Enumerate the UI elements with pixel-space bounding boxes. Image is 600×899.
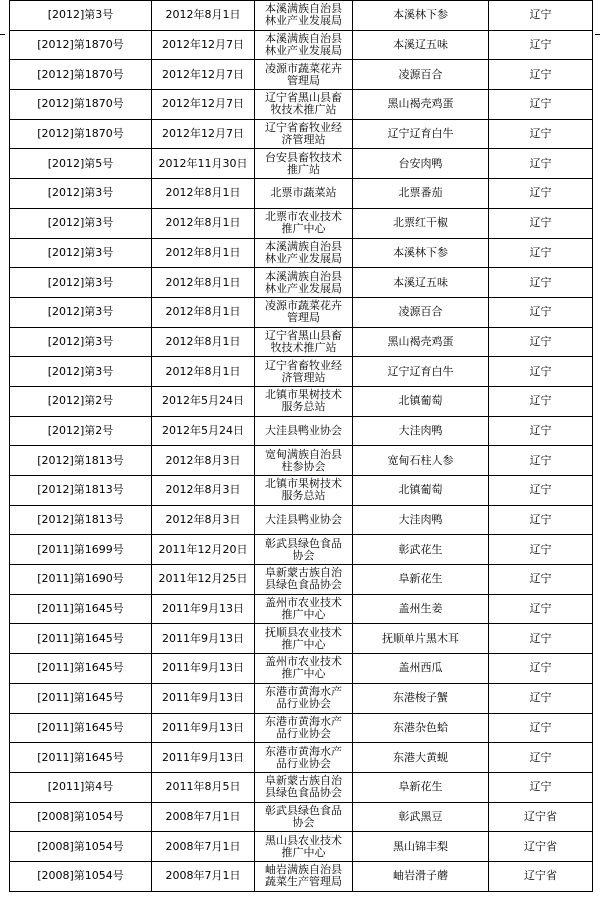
region-cell: 辽宁 — [489, 149, 593, 179]
product-name-cell: 阜新花生 — [353, 565, 489, 595]
date-cell: 2012年12月7日 — [152, 60, 255, 90]
product-name-cell: 岫岩滑子蘑 — [353, 861, 489, 891]
applicant-cell: 本溪满族自治县林业产业发展局 — [255, 238, 353, 268]
date-cell: 2012年8月1日 — [152, 357, 255, 387]
applicant-cell: 东港市黄海水产品行业协会 — [255, 743, 353, 773]
date-cell: 2012年5月24日 — [152, 386, 255, 416]
date-cell: 2011年9月13日 — [152, 624, 255, 654]
applicant-cell: 台安县畜牧技术推广站 — [255, 149, 353, 179]
date-cell: 2012年8月3日 — [152, 476, 255, 506]
applicant-cell: 彰武县绿色食品协会 — [255, 535, 353, 565]
product-name-cell: 本溪林下参 — [353, 1, 489, 31]
date-cell: 2011年9月13日 — [152, 654, 255, 684]
applicant-cell: 盖州市农业技术推广中心 — [255, 654, 353, 684]
table-row — [10, 535, 593, 565]
announcement-number-cell: [2011]第1645号 — [10, 654, 152, 684]
announcement-number-cell: [2011]第1645号 — [10, 594, 152, 624]
product-name-cell: 凌源百合 — [353, 297, 489, 327]
region-cell: 辽宁 — [489, 179, 593, 209]
date-cell: 2012年8月1日 — [152, 297, 255, 327]
announcement-number-cell: [2012]第3号 — [10, 297, 152, 327]
table-row — [10, 654, 593, 684]
region-cell: 辽宁 — [489, 90, 593, 120]
applicant-cell: 北票市蔬菜站 — [255, 179, 353, 209]
table-row — [10, 505, 593, 535]
table-row — [10, 268, 593, 298]
region-cell: 辽宁 — [489, 654, 593, 684]
table-body — [10, 1, 593, 892]
product-name-cell: 黑山锦丰梨 — [353, 832, 489, 862]
date-cell: 2011年9月13日 — [152, 683, 255, 713]
announcement-number-cell: [2011]第4号 — [10, 772, 152, 802]
date-cell: 2011年9月13日 — [152, 713, 255, 743]
announcement-number-cell: [2011]第1699号 — [10, 535, 152, 565]
date-cell: 2012年12月7日 — [152, 90, 255, 120]
applicant-cell: 彰武县绿色食品协会 — [255, 802, 353, 832]
product-name-cell: 北镇葡萄 — [353, 476, 489, 506]
region-cell: 辽宁省 — [489, 832, 593, 862]
table-row — [10, 327, 593, 357]
region-cell: 辽宁 — [489, 119, 593, 149]
date-cell: 2012年8月1日 — [152, 268, 255, 298]
region-cell: 辽宁 — [489, 297, 593, 327]
date-cell: 2012年8月1日 — [152, 238, 255, 268]
applicant-cell: 岫岩满族自治县蔬菜生产管理局 — [255, 861, 353, 891]
product-name-cell: 北镇葡萄 — [353, 386, 489, 416]
table-row — [10, 60, 593, 90]
announcement-number-cell: [2012]第3号 — [10, 208, 152, 238]
date-cell: 2012年12月7日 — [152, 30, 255, 60]
product-name-cell: 东港大黄蚬 — [353, 743, 489, 773]
product-name-cell: 盖州生姜 — [353, 594, 489, 624]
region-cell: 辽宁 — [489, 594, 593, 624]
product-name-cell: 本溪辽五味 — [353, 30, 489, 60]
announcement-number-cell: [2012]第1870号 — [10, 30, 152, 60]
region-cell: 辽宁省 — [489, 802, 593, 832]
table-row — [10, 802, 593, 832]
region-cell: 辽宁 — [489, 30, 593, 60]
date-cell: 2012年8月3日 — [152, 446, 255, 476]
product-name-cell: 本溪辽五味 — [353, 268, 489, 298]
announcement-number-cell: [2012]第1870号 — [10, 60, 152, 90]
table-row — [10, 624, 593, 654]
product-name-cell: 彰武黑豆 — [353, 802, 489, 832]
applicant-cell: 本溪满族自治县林业产业发展局 — [255, 268, 353, 298]
product-name-cell: 抚顺单片黑木耳 — [353, 624, 489, 654]
announcement-number-cell: [2012]第3号 — [10, 238, 152, 268]
product-name-cell: 凌源百合 — [353, 60, 489, 90]
region-cell: 辽宁 — [489, 357, 593, 387]
date-cell: 2012年8月1日 — [152, 1, 255, 31]
region-cell: 辽宁 — [489, 624, 593, 654]
applicant-cell: 辽宁省畜牧业经济管理站 — [255, 357, 353, 387]
applicant-cell: 辽宁省黑山县畜牧技术推广站 — [255, 327, 353, 357]
announcement-number-cell: [2012]第1870号 — [10, 90, 152, 120]
table-row — [10, 1, 593, 31]
region-cell: 辽宁 — [489, 683, 593, 713]
table-row — [10, 386, 593, 416]
applicant-cell: 盖州市农业技术推广中心 — [255, 594, 353, 624]
region-cell: 辽宁 — [489, 772, 593, 802]
date-cell: 2012年8月1日 — [152, 208, 255, 238]
applicant-cell: 宽甸满族自治县柱参协会 — [255, 446, 353, 476]
announcement-number-cell: [2011]第1645号 — [10, 743, 152, 773]
applicant-cell: 辽宁省畜牧业经济管理站 — [255, 119, 353, 149]
applicant-cell: 辽宁省黑山县畜牧技术推广站 — [255, 90, 353, 120]
applicant-cell: 北镇市果树技术服务总站 — [255, 386, 353, 416]
applicant-cell: 大洼县鸭业协会 — [255, 416, 353, 446]
date-cell: 2011年9月13日 — [152, 743, 255, 773]
table-row — [10, 683, 593, 713]
announcement-number-cell: [2012]第5号 — [10, 149, 152, 179]
product-name-cell: 大洼肉鸭 — [353, 416, 489, 446]
applicant-cell: 本溪满族自治县林业产业发展局 — [255, 30, 353, 60]
announcement-number-cell: [2011]第1690号 — [10, 565, 152, 595]
date-cell: 2011年12月20日 — [152, 535, 255, 565]
date-cell: 2008年7月1日 — [152, 802, 255, 832]
region-cell: 辽宁 — [489, 476, 593, 506]
region-cell: 辽宁 — [489, 416, 593, 446]
applicant-cell: 抚顺县农业技术推广中心 — [255, 624, 353, 654]
date-cell: 2011年8月5日 — [152, 772, 255, 802]
registration-table — [9, 0, 593, 892]
product-name-cell: 宽甸石柱人参 — [353, 446, 489, 476]
announcement-number-cell: [2012]第1813号 — [10, 476, 152, 506]
product-name-cell: 北票番茄 — [353, 179, 489, 209]
table-row — [10, 565, 593, 595]
table-row — [10, 416, 593, 446]
margin-tick-left — [0, 34, 5, 35]
announcement-number-cell: [2012]第2号 — [10, 386, 152, 416]
table-row — [10, 149, 593, 179]
region-cell: 辽宁 — [489, 208, 593, 238]
announcement-number-cell: [2012]第3号 — [10, 179, 152, 209]
applicant-cell: 阜新蒙古族自治县绿色食品协会 — [255, 772, 353, 802]
date-cell: 2012年8月1日 — [152, 179, 255, 209]
table-row — [10, 713, 593, 743]
announcement-number-cell: [2008]第1054号 — [10, 802, 152, 832]
product-name-cell: 东港杂色蛤 — [353, 713, 489, 743]
region-cell: 辽宁 — [489, 268, 593, 298]
product-name-cell: 黑山褐壳鸡蛋 — [353, 90, 489, 120]
announcement-number-cell: [2011]第1645号 — [10, 683, 152, 713]
date-cell: 2012年8月3日 — [152, 505, 255, 535]
applicant-cell: 东港市黄海水产品行业协会 — [255, 683, 353, 713]
table-row — [10, 772, 593, 802]
announcement-number-cell: [2012]第3号 — [10, 1, 152, 31]
table-row — [10, 208, 593, 238]
product-name-cell: 阜新花生 — [353, 772, 489, 802]
region-cell: 辽宁 — [489, 713, 593, 743]
table-row — [10, 446, 593, 476]
announcement-number-cell: [2012]第1813号 — [10, 446, 152, 476]
announcement-number-cell: [2012]第2号 — [10, 416, 152, 446]
announcement-number-cell: [2011]第1645号 — [10, 624, 152, 654]
date-cell: 2012年8月1日 — [152, 327, 255, 357]
region-cell: 辽宁省 — [489, 861, 593, 891]
margin-tick-right — [595, 34, 600, 35]
announcement-number-cell: [2012]第1870号 — [10, 119, 152, 149]
applicant-cell: 北镇市果树技术服务总站 — [255, 476, 353, 506]
region-cell: 辽宁 — [489, 565, 593, 595]
region-cell: 辽宁 — [489, 327, 593, 357]
product-name-cell: 辽宁辽育白牛 — [353, 357, 489, 387]
region-cell: 辽宁 — [489, 60, 593, 90]
applicant-cell: 东港市黄海水产品行业协会 — [255, 713, 353, 743]
announcement-number-cell: [2012]第3号 — [10, 327, 152, 357]
region-cell: 辽宁 — [489, 505, 593, 535]
table-row — [10, 119, 593, 149]
region-cell: 辽宁 — [489, 446, 593, 476]
table-row — [10, 238, 593, 268]
product-name-cell: 本溪林下参 — [353, 238, 489, 268]
table-row — [10, 90, 593, 120]
table-row — [10, 743, 593, 773]
product-name-cell: 黑山褐壳鸡蛋 — [353, 327, 489, 357]
announcement-number-cell: [2011]第1645号 — [10, 713, 152, 743]
applicant-cell: 北票市农业技术推广中心 — [255, 208, 353, 238]
announcement-number-cell: [2012]第3号 — [10, 357, 152, 387]
date-cell: 2011年12月25日 — [152, 565, 255, 595]
table-row — [10, 297, 593, 327]
announcement-number-cell: [2012]第1813号 — [10, 505, 152, 535]
table-row — [10, 832, 593, 862]
region-cell: 辽宁 — [489, 743, 593, 773]
date-cell: 2008年7月1日 — [152, 832, 255, 862]
product-name-cell: 东港梭子蟹 — [353, 683, 489, 713]
applicant-cell: 黑山县农业技术推广中心 — [255, 832, 353, 862]
applicant-cell: 本溪满族自治县林业产业发展局 — [255, 1, 353, 31]
product-name-cell: 大洼肉鸭 — [353, 505, 489, 535]
region-cell: 辽宁 — [489, 386, 593, 416]
region-cell: 辽宁 — [489, 238, 593, 268]
table-row — [10, 179, 593, 209]
date-cell: 2012年12月7日 — [152, 119, 255, 149]
product-name-cell: 台安肉鸭 — [353, 149, 489, 179]
date-cell: 2012年5月24日 — [152, 416, 255, 446]
applicant-cell: 凌源市蔬菜花卉管理局 — [255, 60, 353, 90]
table-row — [10, 476, 593, 506]
date-cell: 2008年7月1日 — [152, 861, 255, 891]
table-row — [10, 594, 593, 624]
applicant-cell: 大洼县鸭业协会 — [255, 505, 353, 535]
announcement-number-cell: [2012]第3号 — [10, 268, 152, 298]
product-name-cell: 辽宁辽育白牛 — [353, 119, 489, 149]
table-row — [10, 30, 593, 60]
region-cell: 辽宁 — [489, 535, 593, 565]
product-name-cell: 彰武花生 — [353, 535, 489, 565]
table-row — [10, 861, 593, 891]
date-cell: 2012年11月30日 — [152, 149, 255, 179]
applicant-cell: 阜新蒙古族自治县绿色食品协会 — [255, 565, 353, 595]
table-row — [10, 357, 593, 387]
applicant-cell: 凌源市蔬菜花卉管理局 — [255, 297, 353, 327]
product-name-cell: 盖州西瓜 — [353, 654, 489, 684]
product-name-cell: 北票红干椒 — [353, 208, 489, 238]
region-cell: 辽宁 — [489, 1, 593, 31]
announcement-number-cell: [2008]第1054号 — [10, 832, 152, 862]
date-cell: 2011年9月13日 — [152, 594, 255, 624]
announcement-number-cell: [2008]第1054号 — [10, 861, 152, 891]
